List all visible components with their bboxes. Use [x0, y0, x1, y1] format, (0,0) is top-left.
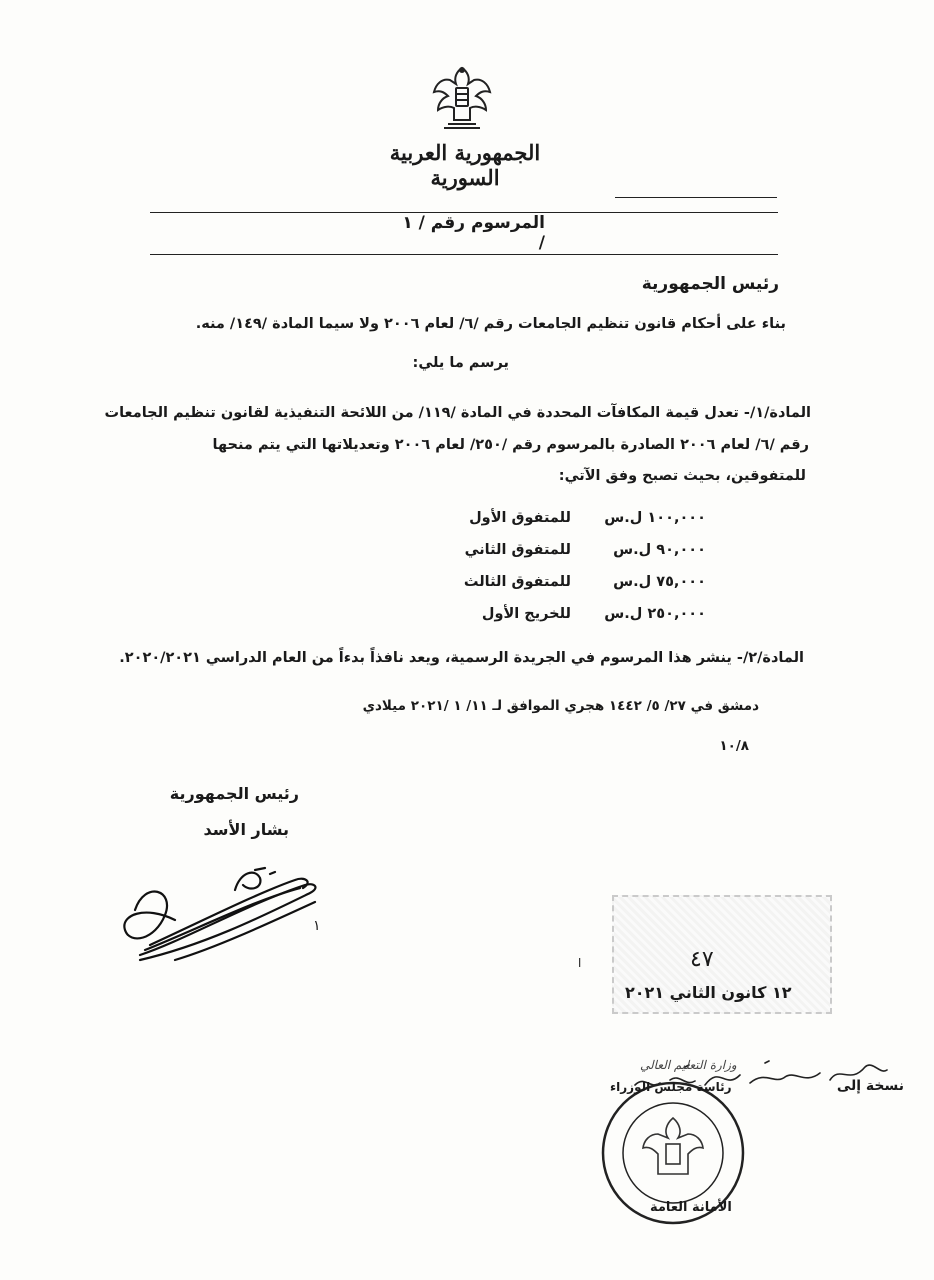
signature-side-mark: ١ — [313, 918, 321, 934]
reward-amount: ٩٠,٠٠٠ ل.س — [613, 542, 706, 558]
reward-label: للمتفوق الثاني — [464, 542, 571, 558]
seal-text-top: رئاسة مجلس الوزراء — [610, 1080, 732, 1094]
article2-text: المادة/٢/- ينشر هذا المرسوم في الجريدة الرسمية، ويعد نافذاً بدءاً من العام الدراسي ٢٠٢٠/٢٠٢١. — [119, 650, 804, 666]
header-rule-bottom — [150, 254, 778, 255]
reward-amount: ٢٥٠,٠٠٠ ل.س — [604, 606, 706, 622]
article1-line: للمتفوقين، بحيث تصبح وفق الآتي: — [558, 468, 806, 484]
article1-line: المادة/١/- تعدل قيمة المكافآت المحددة في المادة /١١٩/ من اللائحة التنفيذية لقانون تنظيم الجامعات — [104, 405, 811, 421]
stamp-date: ١٢ كانون الثاني ٢٠٢١ — [625, 983, 792, 1002]
signatory-name: بشار الأسد — [203, 820, 289, 839]
reward-label: للمتفوق الثالث — [463, 574, 571, 590]
stray-mark: ا — [578, 956, 582, 970]
decree-title: المرسوم رقم / ١ / — [402, 213, 545, 253]
issuer-heading: رئيس الجمهورية — [641, 274, 779, 294]
pursuant-clause: بناء على أحكام قانون تنظيم الجامعات رقم /٦/ لعام ٢٠٠٦ ولا سيما المادة /١٤٩/ منه. — [195, 316, 786, 332]
reward-row — [406, 542, 706, 562]
copy-to-handwritten-text: وزارة التعليم العالي — [640, 1058, 737, 1072]
reward-label: للخريج الأول — [481, 606, 571, 622]
country-name: الجمهورية العربية السورية — [389, 140, 541, 190]
reward-label: للمتفوق الأول — [469, 510, 571, 526]
signatory-title: رئيس الجمهورية — [169, 784, 299, 803]
copy-to-label: نسخة إلى — [836, 1078, 904, 1094]
dateline: دمشق في ٢٧/ ٥/ ١٤٤٢ هجري الموافق لـ ١١/ ١ /٢٠٢١ ميلادي — [362, 698, 759, 714]
reference-number: ١٠/٨ — [719, 738, 749, 754]
reward-amount: ٧٥,٠٠٠ ل.س — [613, 574, 706, 590]
reward-row — [406, 574, 706, 594]
eagle-emblem-icon — [430, 62, 494, 134]
reward-row — [406, 510, 706, 530]
header-rule-top-short — [615, 197, 777, 198]
reward-row — [406, 606, 706, 626]
reward-amount: ١٠٠,٠٠٠ ل.س — [604, 510, 706, 526]
decrees-statement: يرسم ما يلي: — [412, 355, 509, 371]
stamp-number: ٤٧ — [690, 947, 714, 972]
signature-scribble — [115, 860, 325, 970]
seal-text-bottom: الأمانة العامة — [650, 1200, 732, 1215]
article1-line: رقم /٦/ لعام ٢٠٠٦ الصادرة بالمرسوم رقم /٢٥٠/ لعام ٢٠٠٦ وتعديلاتها التي يتم منحها — [212, 437, 809, 453]
